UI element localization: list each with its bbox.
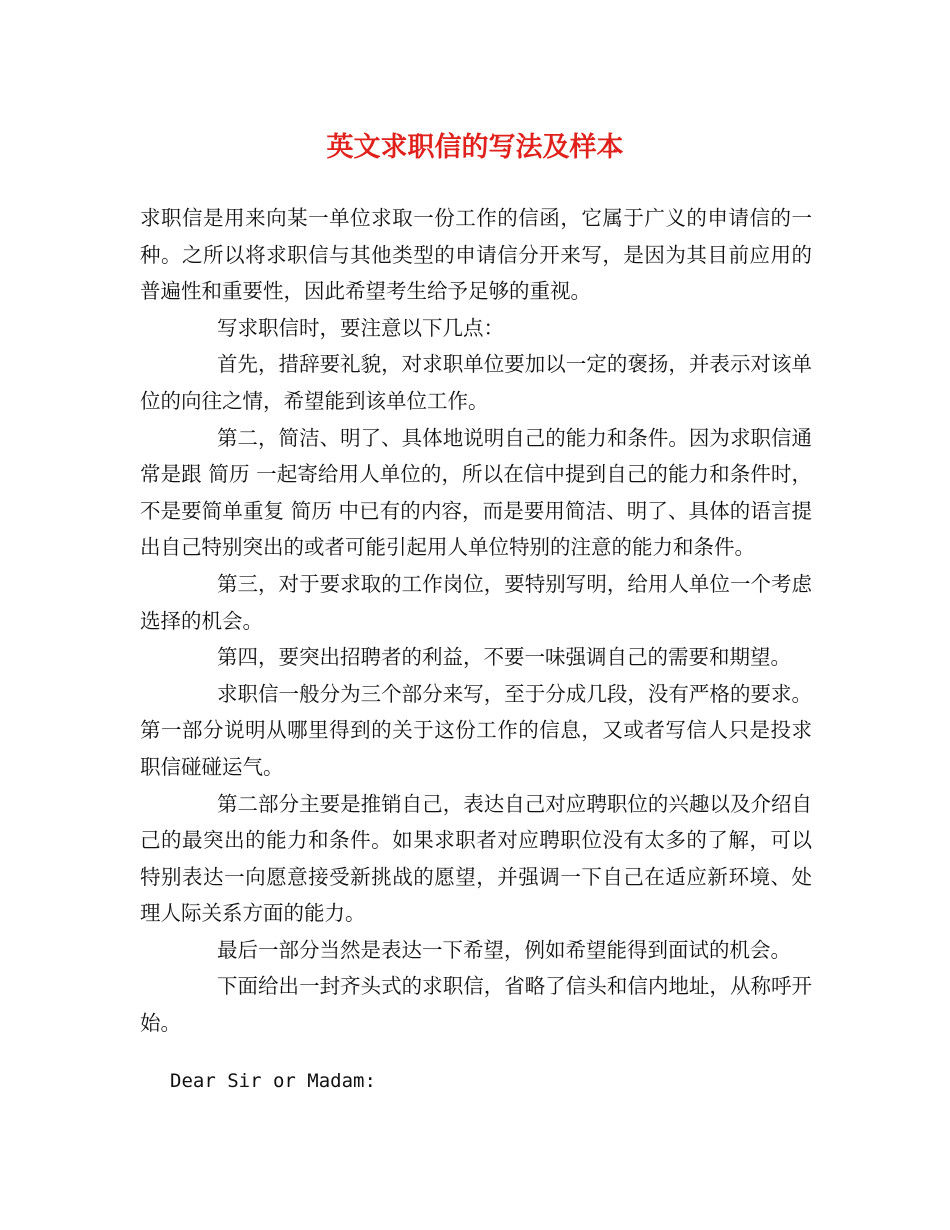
letter-salutation: Dear Sir or Madam:: [170, 1070, 376, 1092]
document-body: [140, 200, 812, 1042]
paragraph-point-1: 首先，措辞要礼貌，对求职单位要加以一定的褒扬，并表示对该单位的向往之情，希望能到该单位工作。: [140, 352, 812, 413]
paragraph-point-4: 第四，要突出招聘者的利益，不要一味强调自己的需要和期望。: [217, 645, 791, 670]
paragraph-point-2: 第二，简洁、明了、具体地说明自己的能力和条件。因为求职信通常是跟 简历 一起寄给用人单位的，所以在信中提到自己的能力和条件时，不是要简单重复 简历 中已有的内容，而是要用简洁、明了、具体的语言提出自己特别突出的或者可能引起用人单位特别的注意的能力和条件。: [140, 425, 812, 560]
paragraph-intro: 求职信是用来向某一单位求取一份工作的信函，它属于广义的申请信的一种。之所以将求职信与其他类型的申请信分开来写，是因为其目前应用的普遍性和重要性，因此希望考生给予足够的重视。: [140, 206, 812, 304]
paragraph-part-3: 最后一部分当然是表达一下希望，例如希望能得到面试的机会。: [217, 937, 791, 962]
paragraph-structure: 求职信一般分为三个部分来写，至于分成几段，没有严格的要求。第一部分说明从哪里得到的关于这份工作的信息，又或者写信人只是投求职信碰碰运气。: [140, 681, 812, 779]
paragraph-part-2: 第二部分主要是推销自己，表达自己对应聘职位的兴趣以及介绍自己的最突出的能力和条件。如果求职者对应聘职位没有太多的了解，可以特别表达一向愿意接受新挑战的愿望，并强调一下自己在适应新环境、处理人际关系方面的能力。: [140, 791, 812, 926]
paragraph-point-3: 第三，对于要求取的工作岗位，要特别写明，给用人单位一个考虑选择的机会。: [140, 571, 812, 633]
document-title: 英文求职信的写法及样本: [326, 132, 624, 163]
paragraph-sample-intro: 下面给出一封齐头式的求职信，省略了信头和信内地址，从称呼开始。: [140, 974, 812, 1036]
paragraph-points-heading: 写求职信时，要注意以下几点：: [217, 315, 504, 340]
